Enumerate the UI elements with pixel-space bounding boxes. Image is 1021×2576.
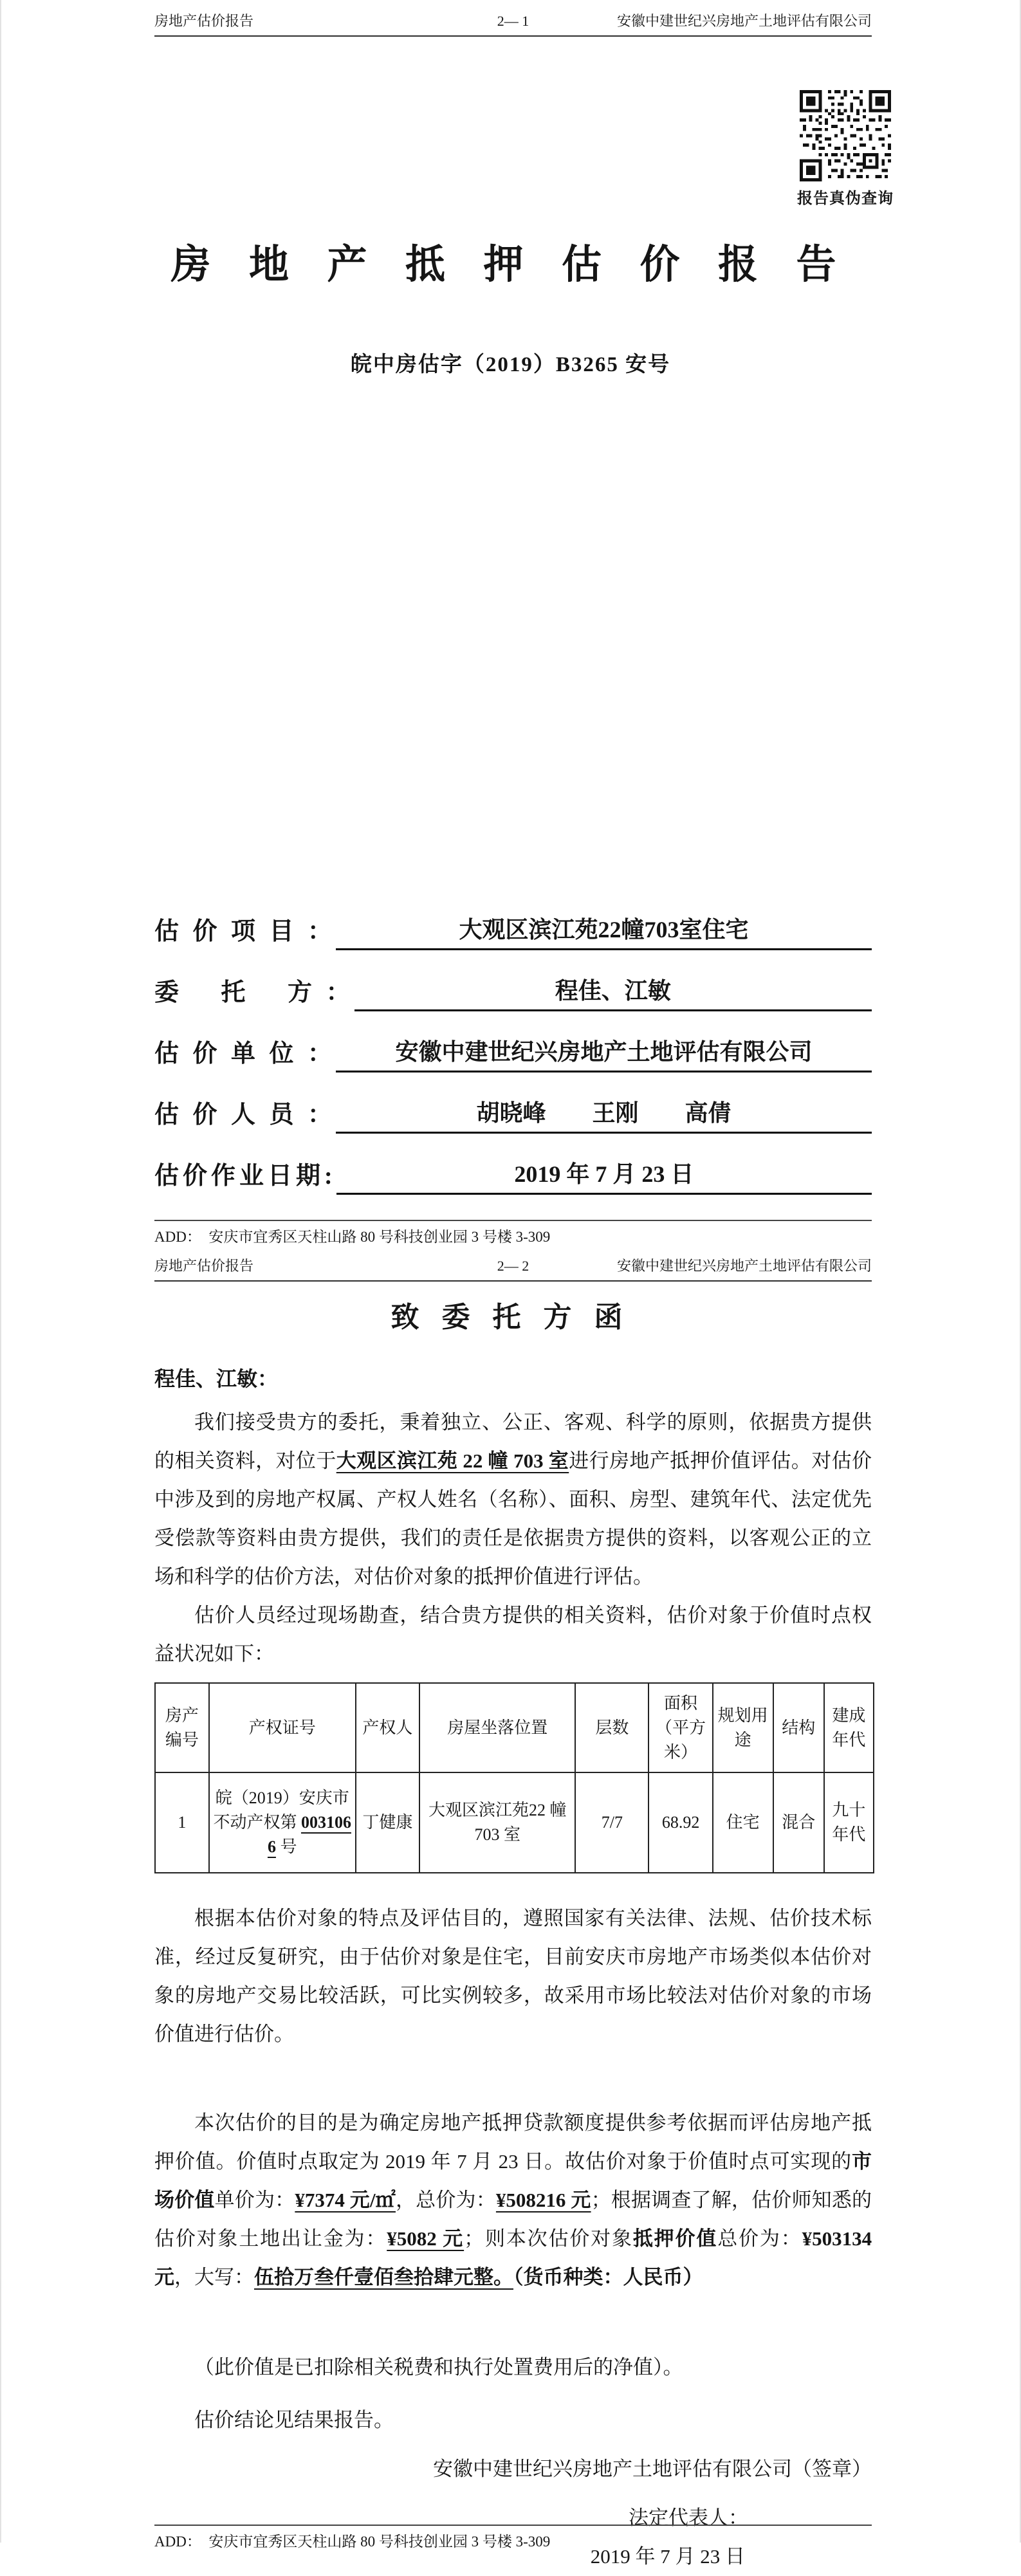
table-header-row xyxy=(155,1683,874,1772)
table-header-cell: 产权证号 xyxy=(209,1683,356,1772)
cover-page xyxy=(1,0,1020,1245)
amount-in-words-run: 伍拾万叁仟壹佰叁拾肆元整。 xyxy=(254,2265,513,2288)
table-cell-location: 大观区滨江苑22 幢 703 室 xyxy=(419,1772,575,1872)
document-number: 皖中房估字（2019）B3265 安号 xyxy=(350,353,671,376)
field-row-date xyxy=(154,1134,872,1195)
table-cell-area: 68.92 xyxy=(648,1772,712,1872)
property-table xyxy=(154,1682,874,1873)
header-page-number: 2— 1 xyxy=(497,13,529,29)
page-footer xyxy=(154,1220,872,1246)
field-value: 胡晓峰 王刚 高倩 xyxy=(336,1095,872,1134)
table-header-cell: 面积（平方米） xyxy=(648,1683,712,1772)
inspection-paragraph: 估价人员经过现场勘查，结合贵方提供的相关资料，估价对象于价值时点权益状况如下： xyxy=(154,1604,872,1666)
table-cell-floors: 7/7 xyxy=(575,1772,648,1872)
cert-number-run: 0031066 xyxy=(267,1813,351,1856)
signature-legal-rep: 法定代表人： xyxy=(629,2506,748,2529)
field-label: 委 托 方 ： xyxy=(154,979,354,1006)
text-run: ，总价为： xyxy=(395,2188,496,2211)
footer-divider xyxy=(154,2525,872,2526)
field-row-project xyxy=(154,889,872,950)
net-value-note: （此价值是已扣除相关税费和执行处置费用后的净值）。 xyxy=(194,2355,683,2378)
header-doc-type: 房地产估价报告 xyxy=(154,13,254,29)
unit-price-run: ¥7374 元/㎡ xyxy=(295,2188,396,2211)
land-fee-run: ¥5082 元 xyxy=(387,2227,465,2250)
field-row-client xyxy=(154,950,872,1011)
footer-address: ADD： 安庆市宜秀区天柱山路 80 号科技创业园 3 号楼 3-309 xyxy=(154,1229,551,1245)
header-company: 安徽中建世纪兴房地产土地评估有限公司 xyxy=(616,1258,872,1274)
conclusion-note: 估价结论见结果报告。 xyxy=(194,2408,394,2431)
header-company: 安徽中建世纪兴房地产土地评估有限公司 xyxy=(616,13,872,29)
text-run: 单价为： xyxy=(214,2188,295,2211)
signature-date: 2019 年 7 月 23 日 xyxy=(590,2544,745,2568)
text-run: 总价为： xyxy=(717,2227,802,2250)
table-cell-cert xyxy=(209,1772,356,1872)
field-row-appraisers xyxy=(154,1072,872,1134)
table-header-cell: 产权人 xyxy=(356,1683,419,1772)
text-run: ；则本次估价对象 xyxy=(464,2227,633,2250)
table-header-cell: 建成年代 xyxy=(824,1683,874,1772)
salutation: 程佳、江敏： xyxy=(154,1367,279,1391)
signature-company: 安徽中建世纪兴房地产土地评估有限公司（签章） xyxy=(433,2457,872,2480)
table-header-cell: 层数 xyxy=(575,1683,648,1772)
text-run: ，大写： xyxy=(174,2265,254,2288)
currency-note-run: （货币种类：人民币） xyxy=(513,2265,703,2288)
field-value: 2019 年 7 月 23 日 xyxy=(336,1156,872,1195)
text-run: ；根据调查了解，估价师知悉的估价对象土地出让金为： xyxy=(154,2188,872,2250)
table-cell-year: 九十年代 xyxy=(824,1772,874,1872)
letter-title: 致 委 托 方 函 xyxy=(391,1302,630,1333)
page-header xyxy=(154,0,872,37)
table-cell-owner: 丁健康 xyxy=(356,1772,419,1872)
letter-page xyxy=(1,1245,1020,2568)
page-footer xyxy=(154,2525,872,2551)
market-value-term-run: 市场价值 xyxy=(154,2149,872,2211)
footer-divider xyxy=(154,1220,872,1221)
field-label: 估 价 项 目 ： xyxy=(154,917,336,945)
valuation-paragraph xyxy=(154,2104,872,2297)
field-label: 估 价 单 位 ： xyxy=(154,1040,336,1067)
mortgage-value-term-run: 抵押价值 xyxy=(632,2227,718,2250)
total-price-run: ¥508216 元 xyxy=(495,2188,591,2211)
footer-address: ADD： 安庆市宜秀区天柱山路 80 号科技创业园 3 号楼 3-309 xyxy=(154,2534,551,2550)
field-label: 估 价 人 员 ： xyxy=(154,1101,336,1128)
text-run: 皖（2019）安庆市不动产权第 xyxy=(213,1789,349,1832)
table-cell-no: 1 xyxy=(155,1772,209,1872)
field-value: 安徽中建世纪兴房地产土地评估有限公司 xyxy=(336,1034,872,1072)
table-row xyxy=(155,1772,874,1872)
intro-paragraph xyxy=(154,1403,872,1596)
text-run: 本次估价的目的是为确定房地产抵押贷款额度提供参考依据而评估房地产抵押价值。价值时点取定为 2019 年 7 月 23 日。故估价对象于价值时点可实现的 xyxy=(154,2111,872,2173)
qr-code-icon xyxy=(800,90,891,181)
table-header-cell: 房屋坐落位置 xyxy=(419,1683,575,1772)
qr-block xyxy=(797,90,894,208)
header-doc-type: 房地产估价报告 xyxy=(154,1258,254,1274)
field-row-appraisal-firm xyxy=(154,1011,872,1072)
property-address-run: 大观区滨江苑 22 幢 703 室 xyxy=(336,1449,569,1473)
qr-caption: 报告真伪查询 xyxy=(797,190,894,207)
header-page-number: 2— 2 xyxy=(497,1258,529,1274)
cover-fields xyxy=(154,889,872,1195)
text-run: 号 xyxy=(275,1837,297,1856)
field-value: 程佳、江敏 xyxy=(354,973,872,1011)
method-paragraph: 根据本估价对象的特点及评估目的，遵照国家有关法律、法规、估价技术标准，经过反复研究，由于估价对象是住宅，目前安庆市房地产市场类似本估价对象的房地产交易比较活跃，可比实例较多，故采用市场比较法对估价对象的市场价值进行估价。 xyxy=(154,1906,872,2045)
text-run: 我们接受贵方的委托，秉着独立、公正、客观、科学的原则，依据贵方提供的相关资料，对位于 xyxy=(154,1411,872,1473)
report-title: 房 地 产 抵 押 估 价 报 告 xyxy=(170,243,851,287)
table-header-cell: 规划用途 xyxy=(713,1683,773,1772)
table-cell-use: 住宅 xyxy=(713,1772,773,1872)
table-header-cell: 房产编号 xyxy=(155,1683,209,1772)
page-header xyxy=(154,1245,872,1282)
table-header-cell: 结构 xyxy=(773,1683,824,1772)
mortgage-total-run: ¥503134 元 xyxy=(154,2227,872,2288)
field-label: 估价作业日期: xyxy=(154,1162,336,1190)
field-value: 大观区滨江苑22幢703室住宅 xyxy=(336,912,872,950)
text-run: 进行房地产抵押价值评估。对估价中涉及到的房地产权属、产权人姓名（名称）、面积、房型、建筑年代、法定优先受偿款等资料由贵方提供，我们的责任是依据贵方提供的资料，以客观公正的立场和科学的估价方法，对估价对象的抵押价值进行评估。 xyxy=(154,1449,872,1588)
table-cell-structure: 混合 xyxy=(773,1772,824,1872)
